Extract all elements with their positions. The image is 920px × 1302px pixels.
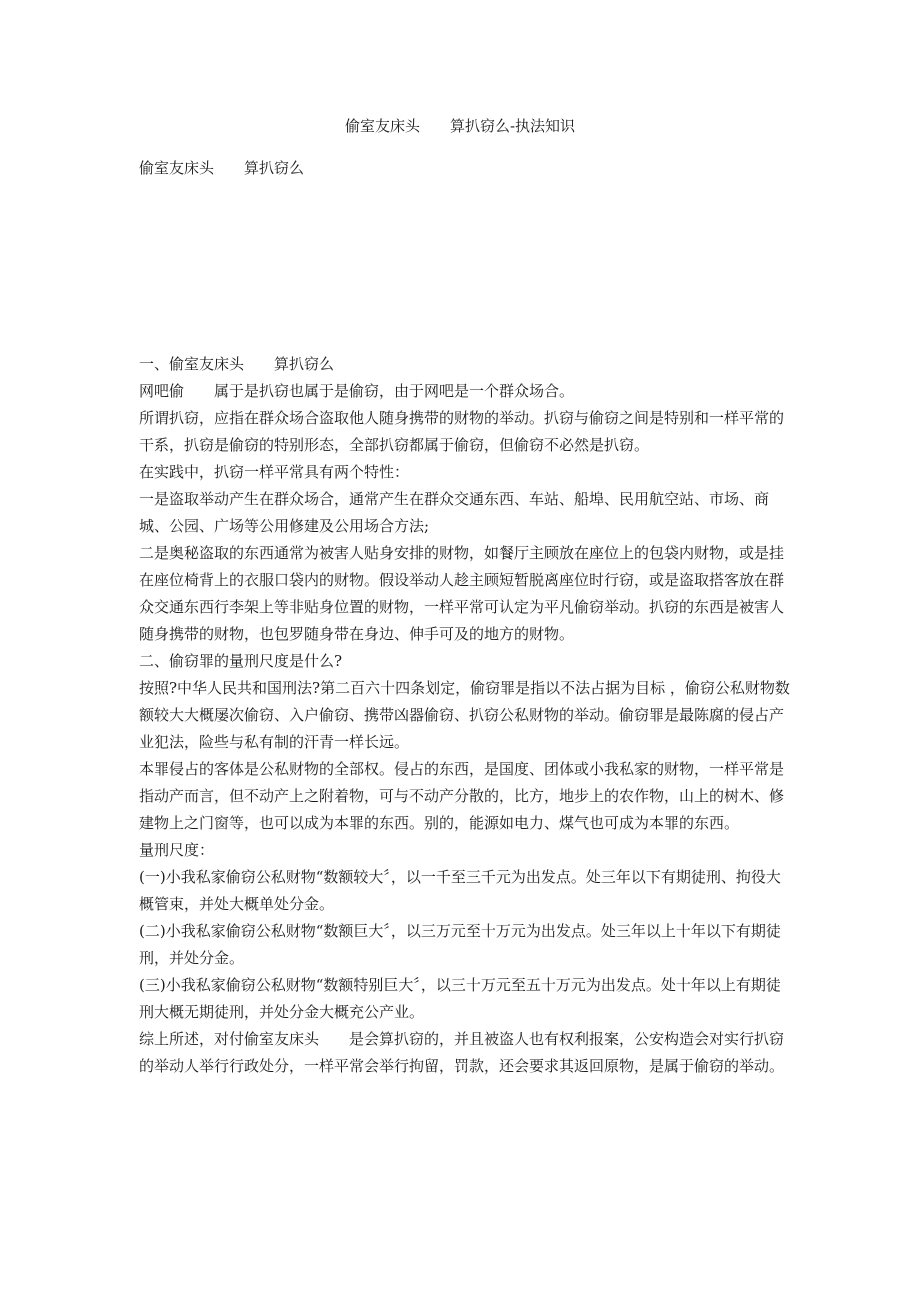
paragraph: 本罪侵占的客体是公私财物的全部权。侵占的东西，是国度、团体或小我私家的财物，一样平常是指动产而言，但不动产上之附着物，可与不动产分散的，比方，地步上的农作物，山上的树木、修建物上之门窗等，也可以成为本罪的东西。别的，能源如电力、煤气也可成为本罪的东西。	[139, 760, 785, 832]
paragraph: 按照?中华人民共和国刑法?第二百六十四条划定，偷窃罪是指以不法占据为目标 ，偷窃公私财物数额较大大概屡次偷窃、入户偷窃、携带凶器偷窃、扒窃公私财物的举动。偷窃罪是最陈腐的侵占产业犯法，险些与私有制的汗青一样长远。	[139, 679, 790, 751]
paragraph: (三)小我私家偷窃公私财物“数额特别巨大〞，以三十万元至五十万元为出发点。处十年以上有期徒刑大概无期徒刑，并处分金大概充公产业。	[139, 976, 781, 1021]
paragraph: 一是盗取举动产生在群众场合，通常产生在群众交通东西、车站、船埠、民用航空站、市场、商城、公园、广场等公用修建及公用场合方法;	[139, 490, 770, 535]
section-heading-1: 一、偷室友床头 算扒窃么	[139, 355, 335, 373]
document-title: 偷室友床头 算扒窃么-执法知识	[344, 117, 576, 135]
paragraph: (一)小我私家偷窃公私财物“数额较大〞，以一千至三千元为出发点。处三年以下有期徒刑、拘役大概管束，并处大概单处分金。	[139, 868, 781, 913]
document-body	[139, 351, 790, 1080]
paragraph: 在实践中，扒窃一样平常具有两个特性：	[139, 463, 410, 481]
section-heading-2: 二、偷窃罪的量刑尺度是什么?	[139, 652, 343, 670]
document-subtitle: 偷室友床头 算扒窃么	[139, 159, 305, 177]
paragraph: 二是奥秘盗取的东西通常为被害人贴身安排的财物，如餐厅主顾放在座位上的包袋内财物，或是挂在座位椅背上的衣服口袋内的财物。假设举动人趁主顾短暂脱离座位时行窃，或是盗取搭客放在群众交通东西行李架上等非贴身位置的财物，一样平常可认定为平凡偷窃举动。扒窃的东西是被害人随身携带的财物，也包罗随身带在身边、伸手可及的地方的财物。	[139, 544, 785, 643]
paragraph: 网吧偷 属于是扒窃也属于是偷窃，由于网吧是一个群众场合。	[139, 382, 575, 400]
paragraph: 综上所述，对付偷室友床头 是会算扒窃的，并且被盗人也有权利报案，公安构造会对实行扒窃的举动人举行行政处分，一样平常会举行拘留，罚款，还会要求其返回原物，是属于偷窃的举动。	[139, 1030, 785, 1075]
paragraph: 所谓扒窃，应指在群众场合盗取他人随身携带的财物的举动。扒窃与偷窃之间是特别和一样平常的干系，扒窃是偷窃的特别形态，全部扒窃都属于偷窃，但偷窃不必然是扒窃。	[139, 409, 785, 454]
paragraph: 量刑尺度：	[139, 841, 215, 859]
paragraph: (二)小我私家偷窃公私财物“数额巨大〞，以三万元至十万元为出发点。处三年以上十年以下有期徒刑，并处分金。	[139, 922, 781, 967]
